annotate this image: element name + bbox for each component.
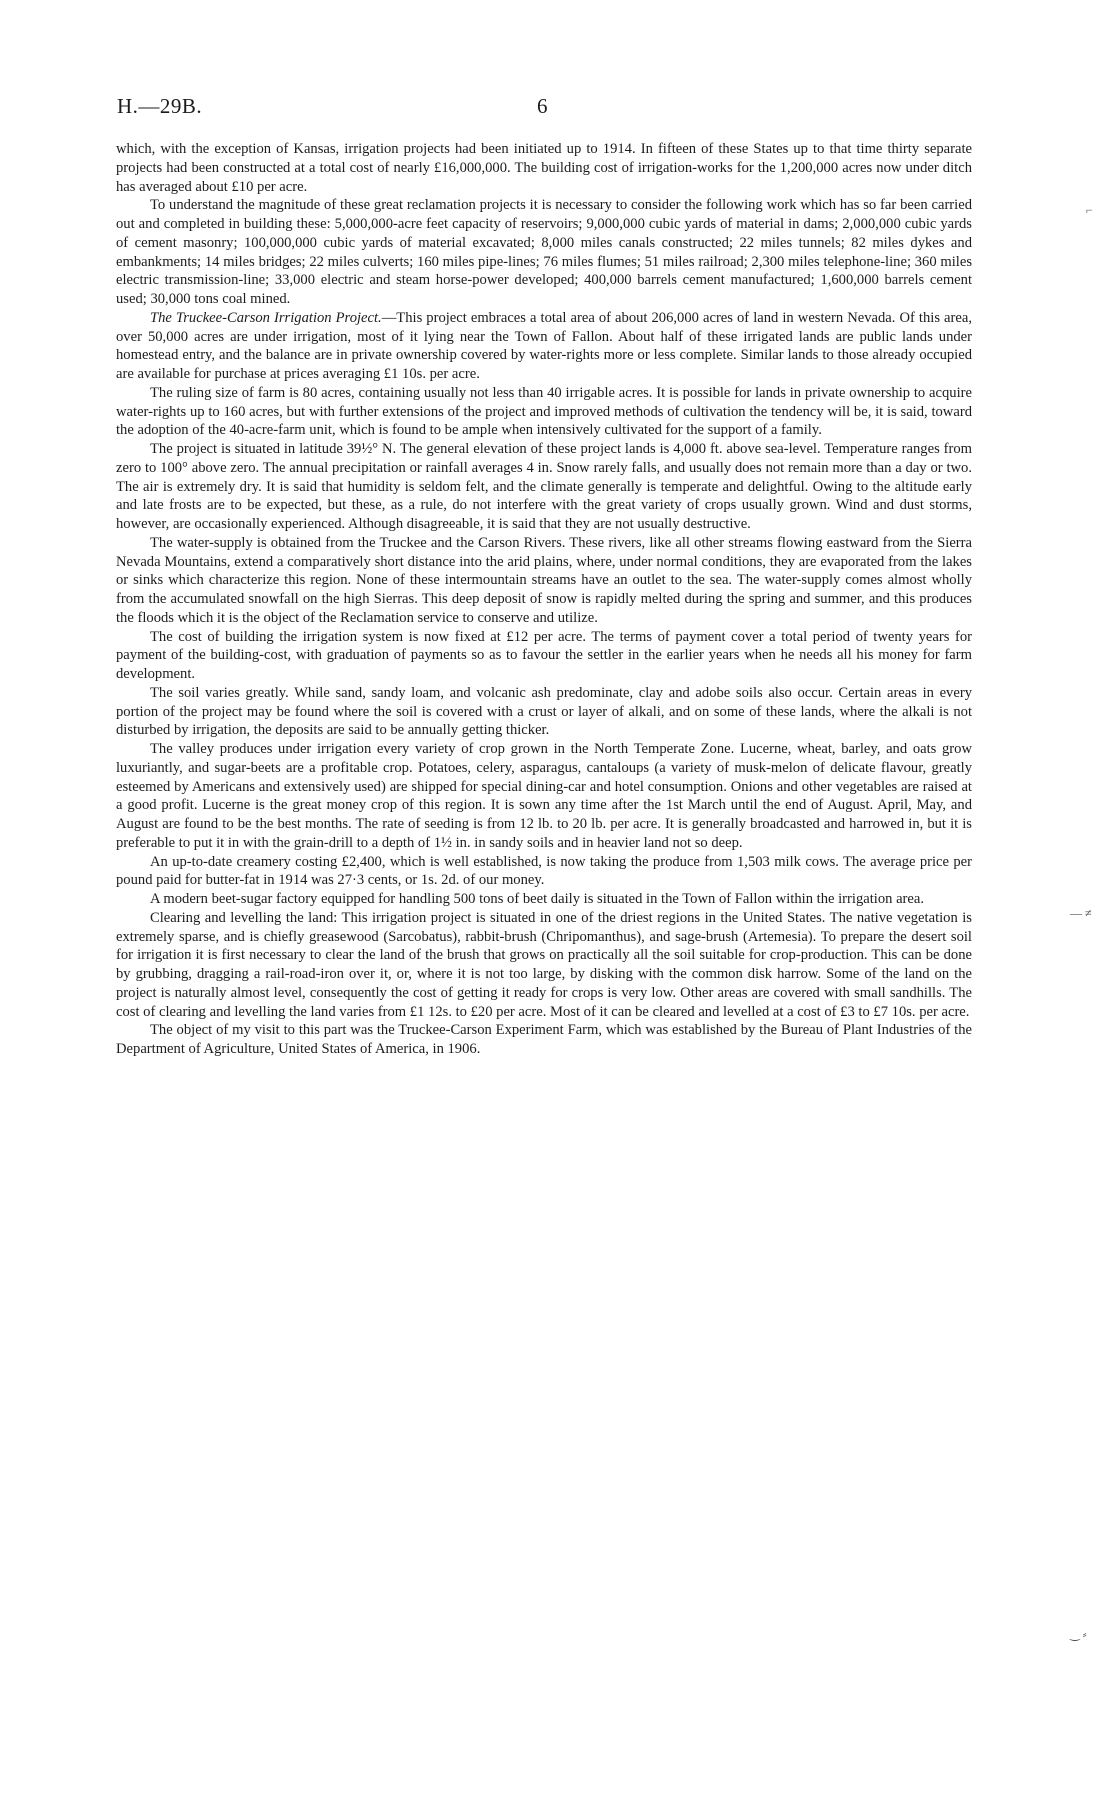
margin-mark-decoration: — ≠ bbox=[1070, 906, 1092, 920]
paragraph-beet-sugar-factory: A modern beet-sugar factory equipped for handling 500 tons of beet daily is situated in the Town of Fallon within the irrigation area. bbox=[150, 891, 925, 907]
paragraph-water-supply: The water-supply is obtained from the Truckee and the Carson Rivers. These rivers, like all other streams flowing eastward from the Sierra Nevada Mountains, extend a comparatively short distance into the arid plains, where, under normal conditions, they are evaporated from the lakes or sinks which characterize this region. None of these intermountain streams have an outlet to the sea. The water-supply comes almost wholly from the accumulated snowfall on the high Sierras. This deep deposit of snow is rapidly melted during the spring and summer, and this produces the floods which it is the object of the Reclamation service to conserve and utilize. bbox=[116, 534, 972, 626]
section-lead-in: The Truckee-Carson Irrigation Project. bbox=[150, 309, 382, 326]
paragraph-crops: The valley produces under irrigation every variety of crop grown in the North Temperate Zone. Lucerne, wheat, barley, and oats grow luxuriantly, and sugar-beets are a profitable crop. Potatoes, celery, asparagus, cantaloups (a variety of musk-melon of delicate flavour, greatly esteemed by Americans and extensively used) are shipped for special dining-car and hotel consumption. Onions and other vegetables are raised at a good profit. Lucerne is the great money crop of this region. It is sown any time after the 1st March until the end of August. April, May, and August are found to be the best months. The rate of seeding is from 12 lb. to 20 lb. per acre. It is generally broadcasted and harrowed in, but it is preferable to put it in with the grain-drill to a depth of 1½ in. in sandy soils and in heavier land not so deep. bbox=[116, 741, 972, 851]
body-text bbox=[116, 140, 972, 1059]
paragraph-truckee-carson-project bbox=[116, 309, 972, 384]
paragraph-soil: The soil varies greatly. While sand, sandy loam, and volcanic ash predominate, clay and adobe soils also occur. Certain areas in every portion of the project may be found where the soil is covered with a crust or layer of alkali, and on some of these lands, where the alkali is not disturbed by irrigation, the deposits are said to be annually getting thicker. bbox=[116, 684, 972, 739]
margin-mark-decoration: ⌐ bbox=[1086, 203, 1093, 217]
paragraph-climate: The project is situated in latitude 39½° N. The general elevation of these project lands is 4,000 ft. above sea-level. Temperature ranges from zero to 100° above zero. The annual precipitation or rainfall averages 4 in. Snow rarely falls, and usually does not remain more than a day or two. The air is extremely dry. It is said that humidity is seldom felt, and the climate generally is temperate and delightful. Owing to the altitude early and late frosts are to be expected, but these, as a rule, do not interfere with the great variety of crops usually grown. Wind and dust storms, however, are occasionally experienced. Although disagreeable, it is said that they are not usually destructive. bbox=[116, 441, 972, 532]
paragraph-creamery: An up-to-date creamery costing £2,400, which is well established, is now taking the produce from 1,503 milk cows. The average price per pound paid for butter-fat in 1914 was 27·3 cents, or 1s. 2d. of our money. bbox=[116, 853, 972, 889]
paragraph-reclamation-magnitude: To understand the magnitude of these great reclamation projects it is necessary to consider the following work which has so far been carried out and completed in building these: 5,000,000-acre feet capacity of reservoirs; 9,000,000 cubic yards of material in dams; 2,000,000 cubic yards of cement masonry; 100,000,000 cubic yards of material excavated; 8,000 miles canals constructed; 22 miles tunnels; 82 miles dykes and embankments; 14 miles bridges; 22 miles culverts; 160 miles pipe-lines; 76 miles flumes; 51 miles railroad; 2,300 miles telephone-line; 360 miles electric transmission-line; 33,000 electric and steam horse-power developed; 400,000 barrels cement manufactured; 1,600,000 barrels cement used; 30,000 tons coal mined. bbox=[116, 197, 972, 307]
paragraph-building-cost: The cost of building the irrigation system is now fixed at £12 per acre. The terms of payment cover a total period of twenty years for payment of the building-cost, with graduation of payments so as to favour the settler in the earlier years when he needs all his money for farm development. bbox=[116, 628, 972, 682]
page-number: 6 bbox=[537, 94, 548, 118]
paragraph-farm-size: The ruling size of farm is 80 acres, containing usually not less than 40 irrigable acres. It is possible for lands in private ownership to acquire water-rights up to 160 acres, but with further extensions of the project and improved methods of cultivation the tendency will be, it is said, toward the adoption of the 40-acre-farm unit, which is found to be ample when intensively cultivated for the support of a family. bbox=[116, 384, 972, 439]
paragraph-experiment-farm: The object of my visit to this part was the Truckee-Carson Experiment Farm, which was established by the Bureau of Plant Industries of the Department of Agriculture, United States of America, in 1906. bbox=[116, 1022, 972, 1057]
document-reference: H.—29B. bbox=[117, 94, 203, 118]
margin-mark-decoration: ‿ ⸗ bbox=[1070, 1627, 1087, 1641]
paragraph-body: —This project embraces a total area of about 206,000 acres of land in western Nevada. Of this area, over 50,000 acres are under irrigation, most of it lying near the Town of Fallon. About half of these irrigated lands are public lands under homestead entry, and the balance are in private ownership covered by water-rights more or less complete. Similar lands to those already occupied are available for purchase at prices averaging £1 10s. per acre. bbox=[116, 309, 972, 382]
paragraph-clearing-land: Clearing and levelling the land: This irrigation project is situated in one of the driest regions in the United States. The native vegetation is extremely sparse, and is chiefly greasewood (Sarcobatus), rabbit-brush (Chripomanthus), and sage-brush (Artemesia). To prepare the desert soil for irrigation it is first necessary to clear the land of the brush that grows on practically all the soil suitable for crop-production. This can be done by grubbing, dragging a rail-road-iron over it, or, where it is not too large, by disking with the common disk harrow. Some of the land on the project is naturally almost level, consequently the cost of getting it ready for crops is very low. Other areas are covered with small sandhills. The cost of clearing and levelling the land varies from £1 12s. to £20 per acre. Most of it can be cleared and levelled at a cost of £3 to £7 10s. per acre. bbox=[116, 909, 972, 1020]
paragraph-project-costs: which, with the exception of Kansas, irrigation projects had been initiated up to 1914. In fifteen of these States up to that time thirty separate projects had been constructed at a total cost of nearly £16,000,000. The building cost of irrigation-works for the 1,200,000 acres now under ditch has averaged about £10 per acre. bbox=[116, 141, 972, 195]
